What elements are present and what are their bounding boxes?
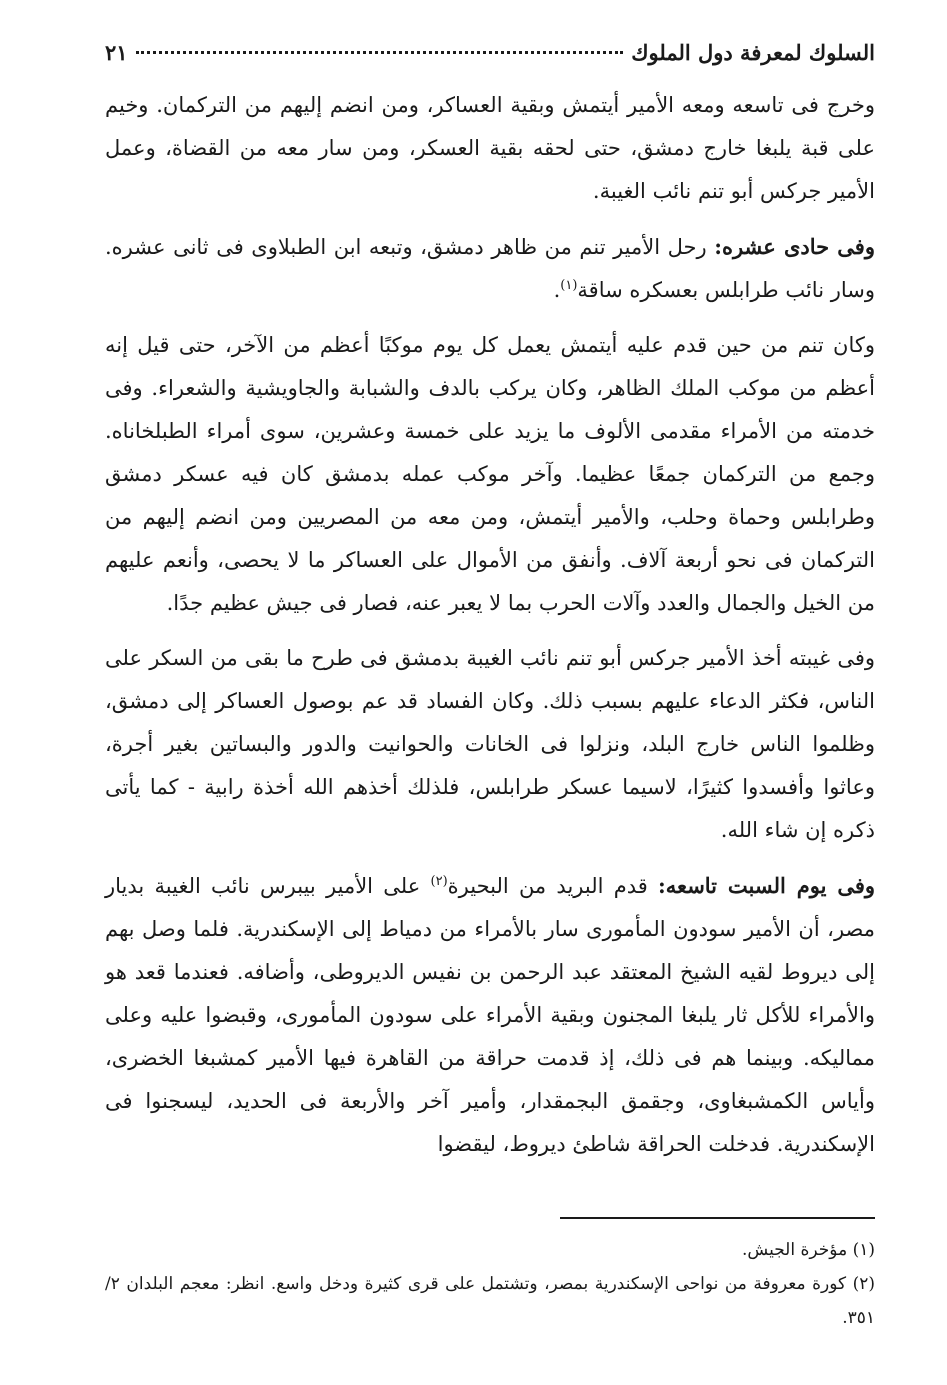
running-title: السلوك لمعرفة دول الملوك	[631, 40, 875, 65]
page-number: ٢١	[105, 40, 128, 65]
paragraph-4	[105, 637, 875, 852]
footnote-1: (١) مؤخرة الجيش.	[742, 1240, 875, 1260]
leader-dots	[136, 51, 624, 54]
paragraph-text: وخرج فى تاسعه ومعه الأمير أيتمش وبقية العساكر، ومن انضم إليهم من التركمان. وخيم على قبة يلبغا خارج دمشق، حتى لحقه بقية العسكر، ومن سار معه من القضاة، وعمل الأمير جركس أبو تنم نائب الغيبة.	[105, 93, 875, 203]
paragraph-text: قدم البريد من البحيرة	[447, 874, 659, 898]
paragraph-lead: وفى حادى عشره:	[714, 234, 875, 259]
paragraph-3	[105, 324, 875, 625]
footnote-ref-1[interactable]: (١)	[560, 278, 578, 293]
paragraph-2	[105, 225, 875, 312]
paragraph-lead: وفى يوم السبت تاسعه:	[658, 873, 876, 898]
footnotes	[105, 1233, 875, 1335]
paragraph-text: رحل الأمير تنم من ظاهر دمشق، وتبعه ابن الطبلاوى فى ثانى عشره. وسار نائب طرابلس بعسكره ساقة	[105, 235, 875, 302]
paragraph-tail: .	[553, 278, 561, 302]
book-page	[105, 40, 876, 1328]
footnote-separator	[560, 1217, 875, 1219]
paragraph-5	[105, 864, 875, 1166]
paragraph-1	[105, 84, 875, 213]
paragraph-tail: على الأمير بيبرس نائب الغيبة بديار مصر، أن الأمير سودون المأمورى سار بالأمراء من دمياط إلى الإسكندرية. فلما وصل بهم إلى ديروط لقيه الشيخ المعتقد عبد الرحمن بن نفيس الديروطى، وأضافه. فعندما قعد هو والأمراء للأكل ثار يلبغا المجنون وبقية الأمراء على سودون المأمورى، وقبضوا عليه وعلى مماليكه. وبينما هم فى ذلك، إذ قدمت حراقة من القاهرة فيها الأمير كمشبغا الخضرى، وأياس الكمشبغاوى، وجقمق البجمقدار، وأمير آخر والأربعة فى الحديد، ليسجنوا فى الإسكندرية. فدخلت الحراقة شاطئ ديروط، ليقضوا	[105, 874, 875, 1156]
paragraph-text: وكان تنم من حين قدم عليه أيتمش يعمل كل يوم موكبًا أعظم من الآخر، حتى قيل إنه أعظم من موكب الملك الظاهر، وكان يركب بالدف والشبابة والجاويشية والشعراء. وفى خدمته من الأمراء مقدمى الألوف ما يزيد على خمسة وعشرين، سوى أمراء الطبلخاناه. وجمع من التركمان جمعًا عظيما. وآخر موكب عمله بدمشق كان فيه عسكر دمشق وطرابلس وحماة وحلب، والأمير أيتمش، ومن معه من المصريين ومن انضم إليهم من التركمان فى نحو أربعة آلاف. وأنفق من الأموال على العساكر ما لا يحصى، وأنعم عليهم من الخيل والجمال والعدد وآلات الحرب بما لا يعبر عنه، فصار فى جيش عظيم جدًا.	[105, 333, 875, 615]
footnote-ref-2[interactable]: (٢)	[430, 874, 448, 889]
footnote-2: (٢) كورة معروفة من نواحى الإسكندرية بمصر، وتشتمل على قرى كثيرة ودخل واسع. انظر: معجم البلدان ٢/ ٣٥١.	[105, 1274, 875, 1328]
running-header	[105, 40, 875, 84]
paragraph-text: وفى غيبته أخذ الأمير جركس أبو تنم نائب الغيبة بدمشق فى طرح ما بقى من السكر على الناس، فكثر الدعاء عليهم بسبب ذلك. وكان الفساد قد عم بوصول العساكر إلى دمشق، وظلموا الناس خارج البلد، ونزلوا فى الخانات والحوانيت والدور والبساتين بغير أجرة، وعاثوا وأفسدوا كثيرًا، لاسيما عسكر طرابلس، فلذلك أخذهم الله أخذة رابية - كما يأتى ذكره إن شاء الله.	[105, 646, 875, 842]
